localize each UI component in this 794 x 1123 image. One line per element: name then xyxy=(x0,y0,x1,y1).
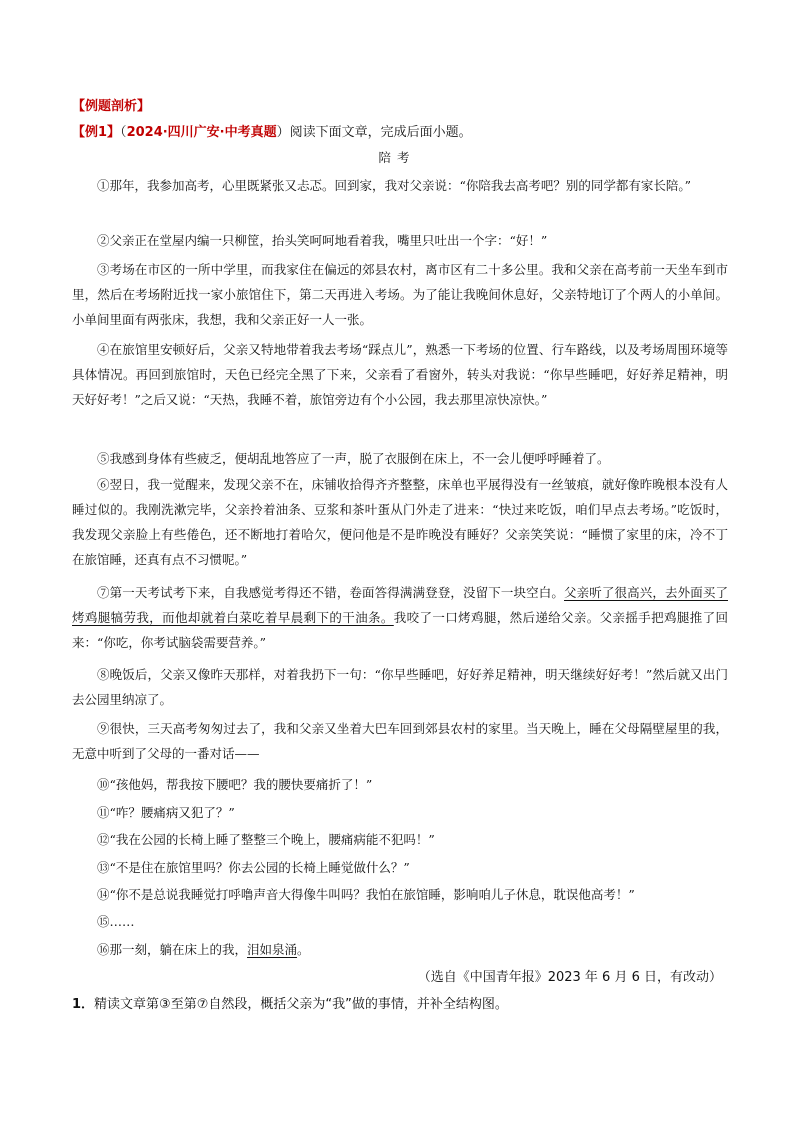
paragraph-4: ④在旅馆里安顿好后，父亲又特地带着我去考场“踩点儿”，熟悉一下考场的位置、行车路线，以及考场周围环境等具体情况。再回到旅馆时，天色已经完全黑了下来，父亲看了看窗外，转头对我说：“你早些睡吧，好好养足精神，明天好好考！”之后又说：“天热，我睡不着，旅馆旁边有个小公园，我去那里凉快凉快。” xyxy=(72,342,728,407)
paragraph-14: ⑭“你不是总说我睡觉打呼噜声音大得像牛叫吗？我怕在旅馆睡，影响咱儿子休息，耽误他高考！” xyxy=(97,887,635,902)
question-1 xyxy=(72,993,508,1012)
paragraph-16-end: 。 xyxy=(297,942,310,957)
paragraph-5: ⑤我感到身体有些疲乏，便胡乱地答应了一声，脱了衣服倒在床上，不一会儿便呼呼睡着了。 xyxy=(97,451,610,466)
example-source: 2024·四川广安·中考真题 xyxy=(126,125,277,140)
paragraph-7 xyxy=(72,580,728,655)
paragraph-16-underlined: 泪如泉涌 xyxy=(247,942,298,957)
example-instruction: ）阅读下面文章，完成后面小题。 xyxy=(276,125,472,140)
paragraph-10: ⑩“孩他妈，帮我按下腰吧？我的腰快要痛折了！” xyxy=(97,777,373,792)
paragraph-11: ⑪“咋？腰痛病又犯了？” xyxy=(97,805,235,820)
paragraph-8: ⑧晚饭后，父亲又像昨天那样，对着我扔下一句：“你早些睡吧，好好养足精神，明天继续好好考！”然后就又出门去公园里纳凉了。 xyxy=(72,667,728,707)
example-source-open: （ xyxy=(120,125,127,140)
paragraph-7-start: ⑦第一天考试考下来，自我感觉考得还不错，卷面答得满满登登，没留下一块空白。 xyxy=(97,585,565,600)
example-header xyxy=(72,121,472,140)
paragraph-7-underlined: 父亲听了很高兴，去外面买了烤鸡腿犒劳我，而他却就着白菜吃着早晨剩下的干油条。 xyxy=(72,585,728,625)
paragraph-6: ⑥翌日，我一觉醒来，发现父亲不在，床铺收拾得齐齐整整，床单也平展得没有一丝皱痕，就好像昨晚根本没有人睡过似的。我刚洗漱完毕，父亲拎着油条、豆浆和茶叶蛋从门外走了进来：“快过来吃饭，咱们早点去考场。”吃饭时，我发现父亲脸上有些倦色，还不断地打着哈欠，便问他是不是昨晚没有睡好？父亲笑笑说：“睡惯了家里的床，冷不丁在旅馆睡，还真有点不习惯呢。” xyxy=(72,477,728,567)
paragraph-7-end: 我咬了一口烤鸡腿，然后递给父亲。父亲摇手把鸡腿推了回来：“你吃，你考试脑袋需要营养。” xyxy=(72,610,728,650)
paragraph-2: ②父亲正在堂屋内编一只柳筐，抬头笑呵呵地看着我，嘴里只吐出一个字：“好！” xyxy=(97,233,548,248)
paragraph-15: ⑮…… xyxy=(97,914,135,929)
example-label: 【例1】 xyxy=(72,125,121,140)
paragraph-1: ①那年，我参加高考，心里既紧张又忐忑。回到家，我对父亲说：“你陪我去高考吧？别的同学都有家长陪。” xyxy=(97,178,692,193)
paragraph-12: ⑫“我在公园的长椅上睡了整整三个晚上，腰痛病能不犯吗！” xyxy=(97,832,435,847)
paragraph-16 xyxy=(72,937,728,962)
paragraph-16-start: ⑯那一刻，躺在床上的我， xyxy=(97,942,248,957)
question-1-text: 精读文章第③至第⑦自然段，概括父亲为“我”做的事情，并补全结构图。 xyxy=(94,997,508,1012)
section-heading: 【例题剖析】 xyxy=(72,99,151,114)
paragraph-13: ⑬“不是住在旅馆里吗？你去公园的长椅上睡觉做什么？” xyxy=(97,860,410,875)
source-note: （选自《中国青年报》2023 年 6 月 6 日，有改动） xyxy=(417,970,722,985)
paragraph-3: ③考场在市区的一所中学里，而我家住在偏远的郊县农村，离市区有二十多公里。我和父亲在高考前一天坐车到市里，然后在考场附近找一家小旅馆住下，第二天再进入考场。为了能让我晚间休息好，父亲特地订了个两人的小单间。小单间里面有两张床，我想，我和父亲正好一人一张。 xyxy=(72,262,728,327)
paragraph-9: ⑨很快，三天高考匆匆过去了，我和父亲又坐着大巴车回到郊县农村的家里。当天晚上，睡在父母隔壁屋里的我，无意中听到了父母的一番对话—— xyxy=(72,721,728,761)
article-title: 陪考 xyxy=(378,150,416,165)
question-1-number: 1． xyxy=(72,997,95,1012)
